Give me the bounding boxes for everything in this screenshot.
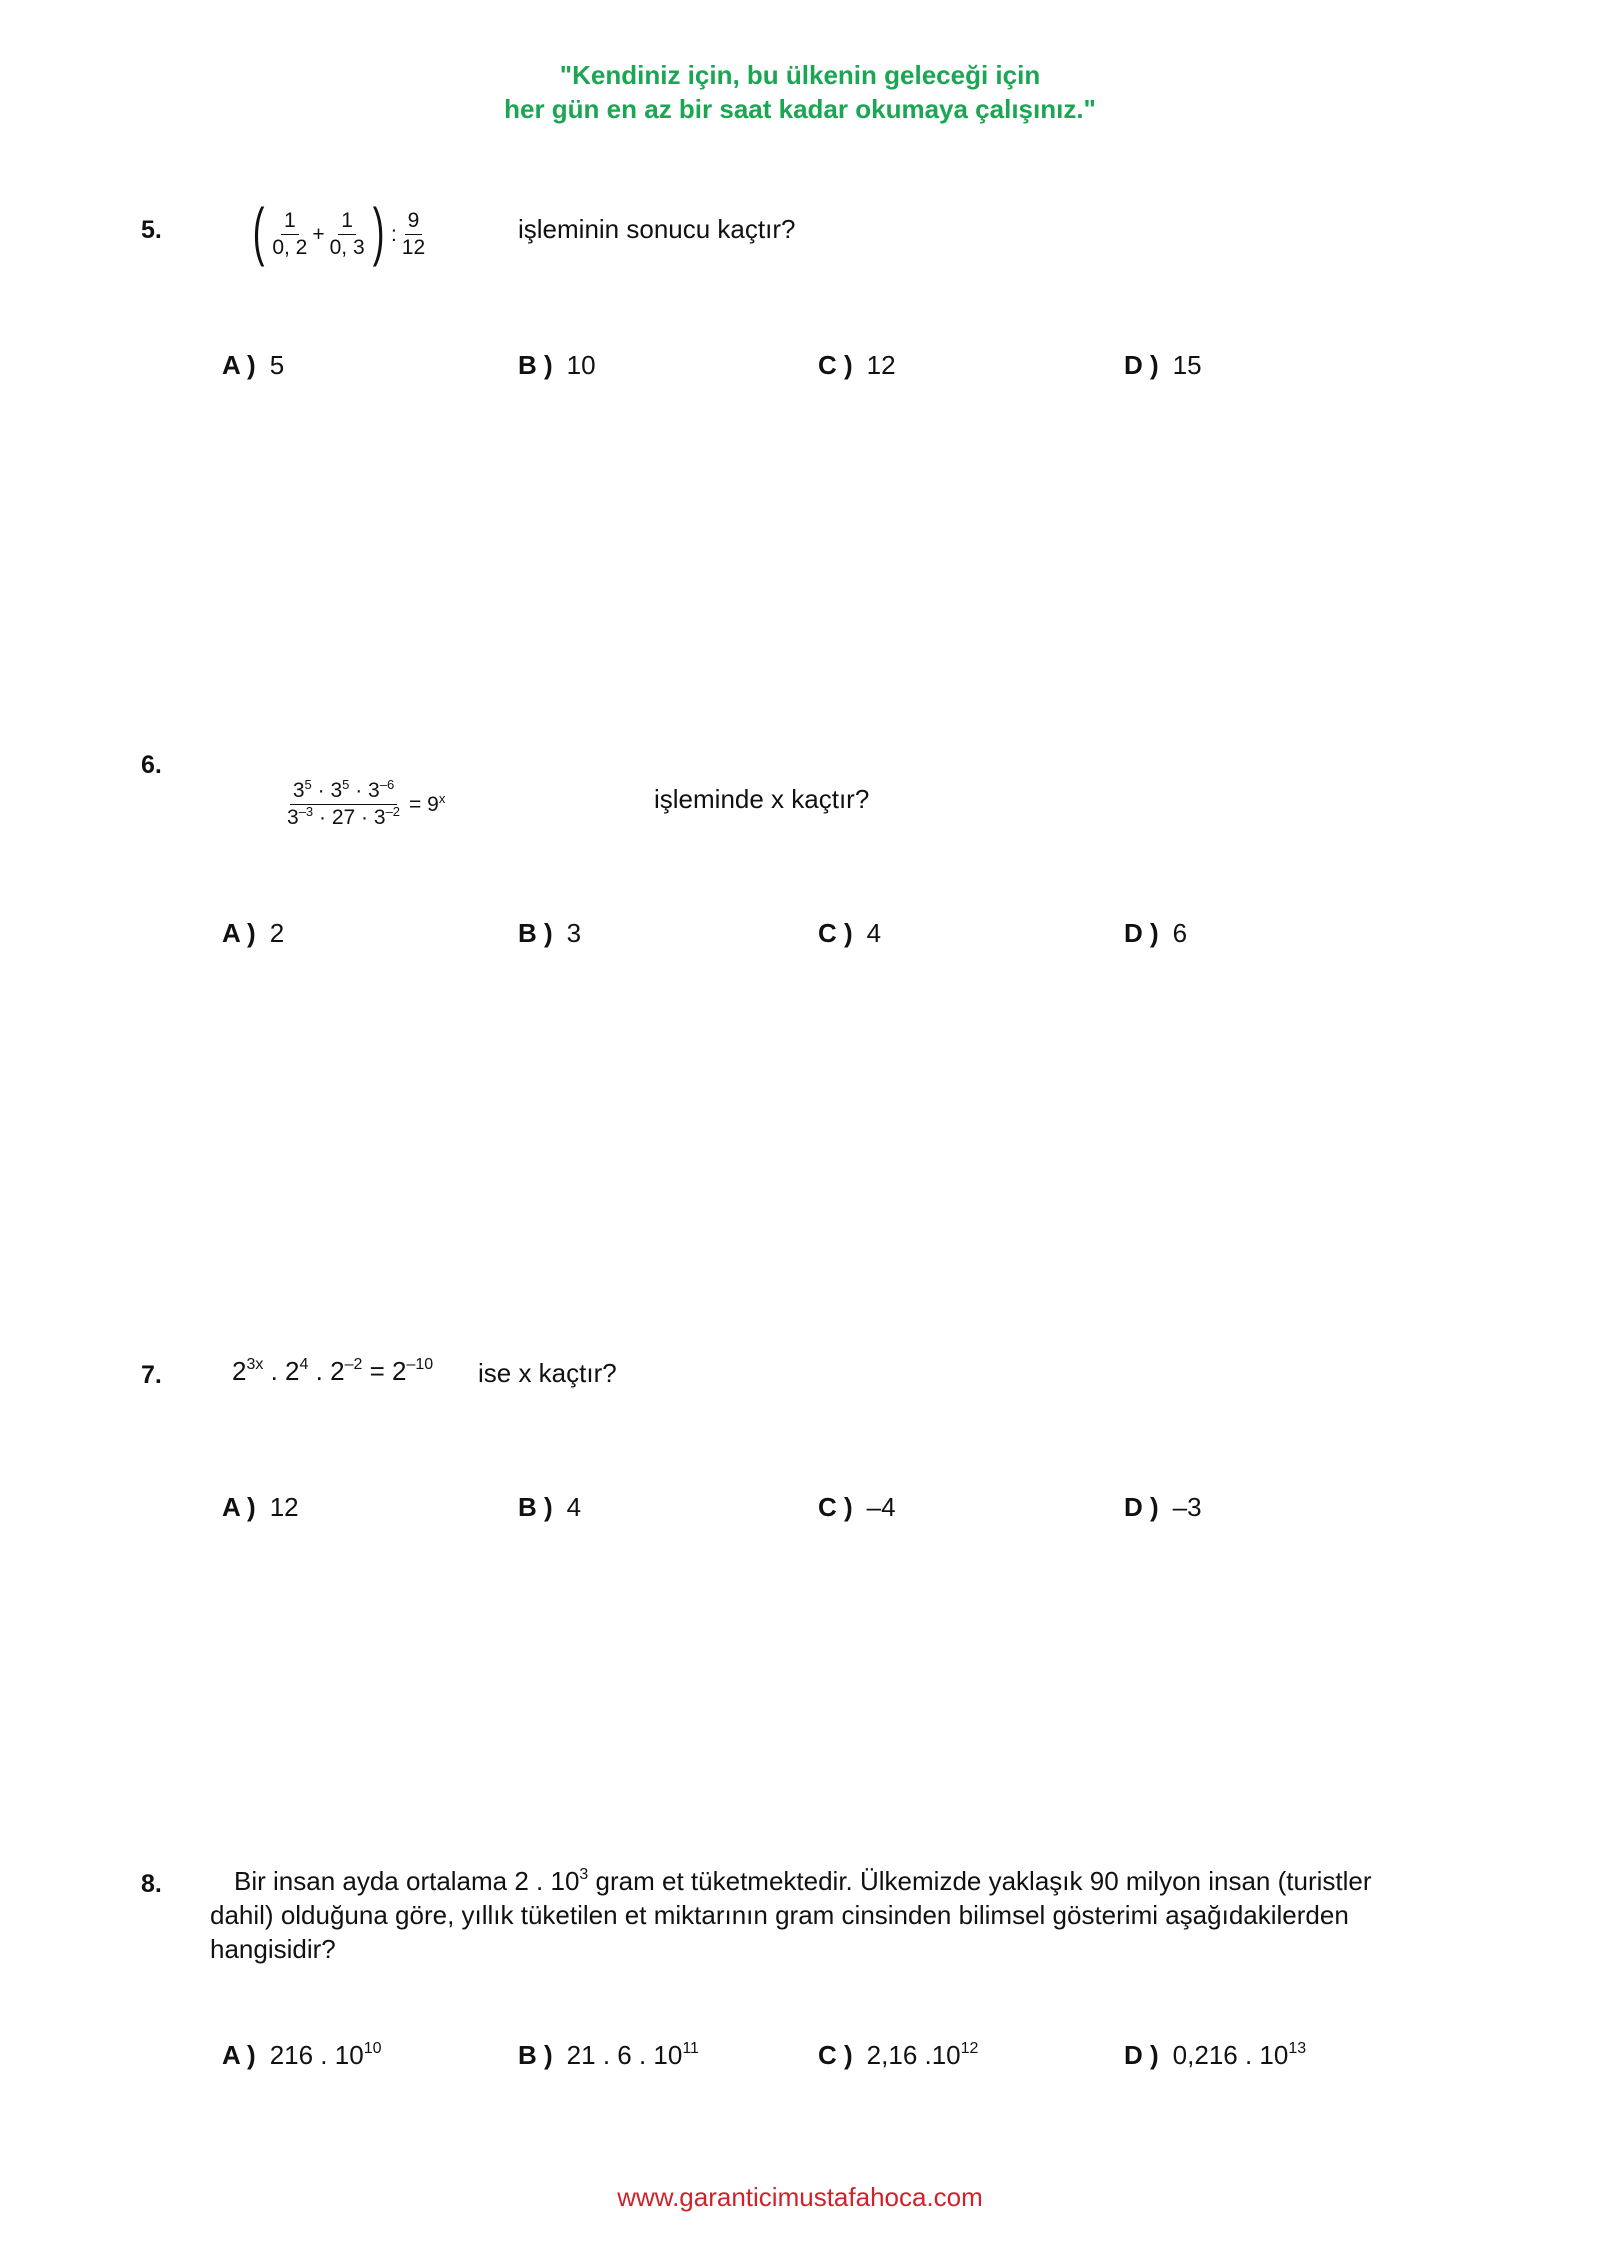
motto-line-1: "Kendiniz için, bu ülkenin geleceği için: [559, 60, 1041, 90]
q8-option-c[interactable]: C ) 2,16 $.10^{12}$: [818, 2040, 979, 2070]
q5-option-b[interactable]: B ) 10: [518, 350, 596, 380]
question-6-expression: [284, 778, 445, 831]
q7-option-d[interactable]: D ) –3: [1124, 1492, 1202, 1522]
fraction-3: $\frac{9}{12}$: [401, 209, 426, 259]
q5-option-c[interactable]: C ) 12: [818, 350, 896, 380]
question-7-number: 7.: [141, 1361, 162, 1389]
question-5-expression: [248, 194, 428, 267]
question-7-text: ise x kaçtır?: [478, 1358, 617, 1388]
footer-website-link[interactable]: www.garanticimustafahoca.com: [617, 2182, 983, 2212]
question-7-expression: $2^{3x}$ . $2^4$ . $2^{-2} = 2^{-10}$: [232, 1356, 434, 1386]
question-8-text: Bir insan ayda ortalama 2 . $10^3$ gram et tüketmektedir. Ülkemizde yaklaşık 90 milyon insan (turistler dahil) olduğuna göre, yıllık tüketilen et miktarının gram cinsinden bilimsel gösterimi aşağıdakilerden hangisidir?: [210, 1866, 1372, 1964]
q7-option-b[interactable]: B ) 4: [518, 1492, 582, 1522]
fraction-6: $\frac{3^5 \cdot 3^5 \cdot 3^{-6}}{3^{-3} \cdot 27 \cdot 3^{-2}}$: [287, 777, 401, 829]
q8-option-a[interactable]: A ) 216 . $10^{10}$: [222, 2040, 382, 2070]
question-8-number: 8.: [141, 1870, 162, 1898]
q5-option-d[interactable]: D ) 15: [1124, 350, 1202, 380]
plus-sign: +: [312, 222, 325, 246]
q7-option-a[interactable]: A ) 12: [222, 1492, 299, 1522]
q6-option-c[interactable]: C ) 4: [818, 918, 882, 948]
left-paren: (: [252, 194, 265, 267]
equals-nine: = $9^x$: [409, 790, 446, 816]
right-paren: ): [372, 194, 385, 267]
question-6-number: 6.: [141, 751, 162, 779]
question-6-text: işleminde x kaçtır?: [654, 784, 870, 814]
motto-header: [0, 58, 1600, 126]
fraction-2: $\frac{1}{0, 3}$: [329, 209, 365, 259]
fraction-1: $\frac{1}{0, 2}$: [272, 209, 308, 259]
q7-option-c[interactable]: C ) –4: [818, 1492, 896, 1522]
q8-option-d[interactable]: D ) 0,216 . $10^{13}$: [1124, 2040, 1307, 2070]
q5-option-a[interactable]: A ) 5: [222, 350, 285, 380]
question-5-text: işleminin sonucu kaçtır?: [518, 214, 796, 244]
q6-option-d[interactable]: D ) 6: [1124, 918, 1188, 948]
division-sign: :: [390, 222, 397, 246]
q8-option-b[interactable]: B ) 21 . 6 . $10^{11}$: [518, 2040, 699, 2070]
question-5-number: 5.: [141, 216, 162, 244]
motto-line-2: her gün en az bir saat kadar okumaya çalışınız.": [504, 94, 1096, 124]
q6-option-b[interactable]: B ) 3: [518, 918, 582, 948]
q6-option-a[interactable]: A ) 2: [222, 918, 285, 948]
